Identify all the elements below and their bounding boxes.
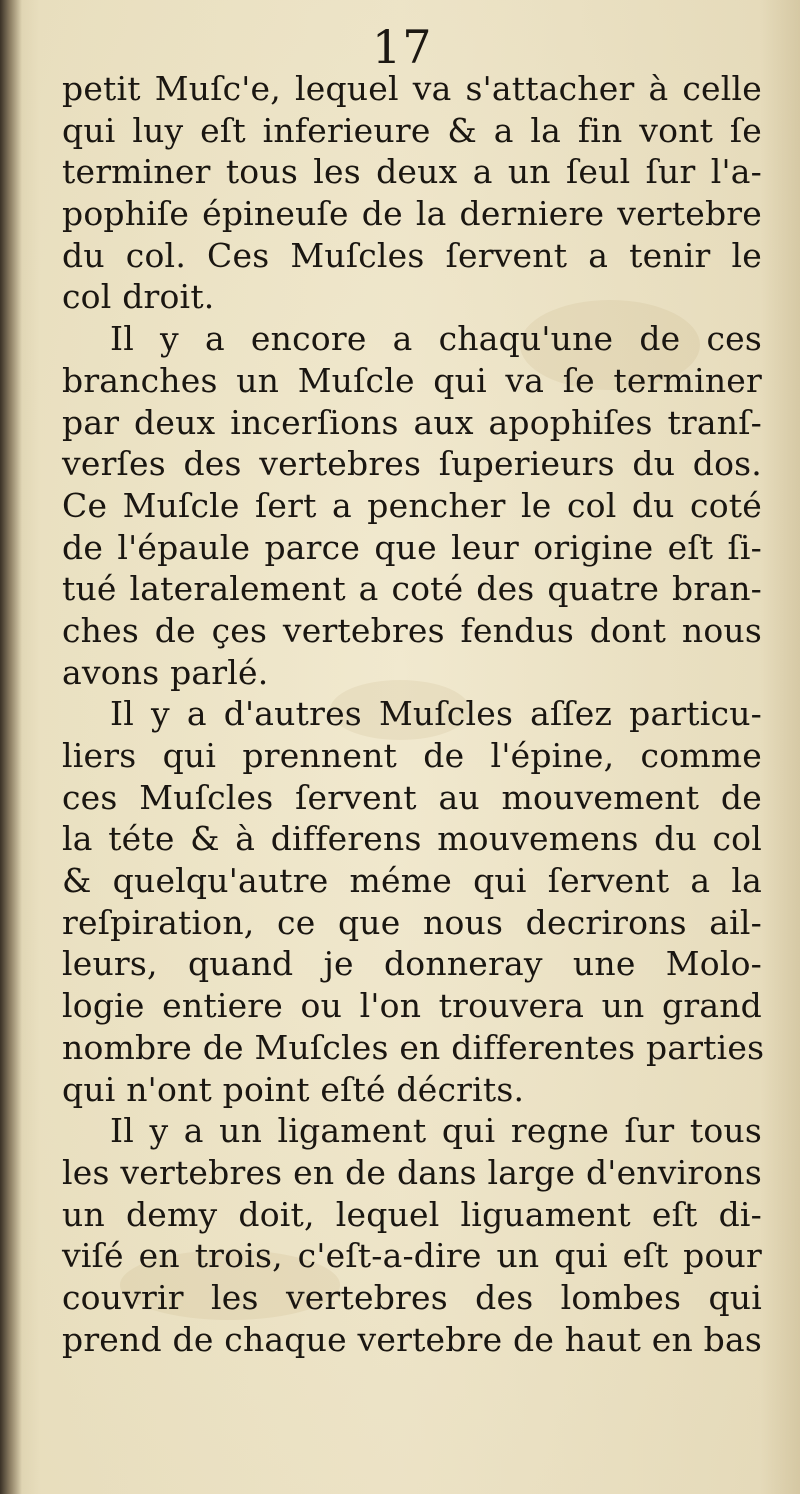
text-line: avons parlé. <box>62 652 269 692</box>
text-line: reſpiration, ce que nous decrirons ail- <box>62 902 762 942</box>
text-line: ces Muſcles ſervent au mouvement de <box>62 777 762 817</box>
text-line: qui n'ont point eſté décrits. <box>62 1069 525 1109</box>
text-line: tué lateralement a coté des quatre bran- <box>62 569 762 609</box>
text-line: nombre de Muſcles en differentes parties <box>62 1027 765 1067</box>
text-line: & quelqu'autre méme qui ſervent a la <box>62 861 762 901</box>
text-line: les vertebres en de dans large d'environs <box>62 1152 762 1192</box>
text-line: logie entiere ou l'on trouvera un grand <box>62 986 762 1026</box>
paragraph <box>62 68 762 318</box>
text-line: branches un Muſcle qui va ſe terminer <box>62 360 762 400</box>
page-number: 17 <box>372 20 433 74</box>
text-line: de l'épaule parce que leur origine eſt ſi- <box>62 527 762 567</box>
text-line: Il y a encore a chaqu'une de ces <box>110 319 762 359</box>
text-line: terminer tous les deux a un ſeul ſur l'a- <box>62 152 762 192</box>
text-line: Il y a un ligament qui regne ſur tous <box>110 1111 762 1151</box>
text-line: par deux incerſions aux apophiſes tranſ- <box>62 402 762 442</box>
text-line: liers qui prennent de l'épine, comme <box>62 736 762 775</box>
text-line: Ce Muſcle ſert a pencher le col du coté <box>62 485 762 525</box>
text-line: Il y a d'autres Muſcles aſſez particu- <box>110 694 762 734</box>
text-line: couvrir les vertebres des lombes qui <box>62 1277 762 1317</box>
text-line: petit Muſc'e, lequel va s'attacher à celle <box>62 69 762 108</box>
text-line: prend de chaque vertebre de haut en bas <box>62 1319 762 1359</box>
paragraph <box>62 318 762 693</box>
paragraph <box>62 693 765 1110</box>
text-line: qui luy eſt inferieure & a la fin vont ſe <box>62 110 762 150</box>
binding-gutter <box>0 0 22 1494</box>
text-line: la téte & à differens mouvemens du col <box>62 819 762 859</box>
text-line: leurs, quand je donneray une Molo- <box>62 944 762 984</box>
text-line: viſé en trois, c'eſt-a-dire un qui eſt pour <box>62 1236 762 1276</box>
text-line: pophiſe épineuſe de la derniere vertebre <box>62 194 762 234</box>
text-line: ches de çes vertebres fendus dont nous <box>62 610 762 650</box>
text-line: verſes des vertebres ſuperieurs du dos. <box>62 444 762 484</box>
body-text <box>62 68 765 1360</box>
text-line: du col. Ces Muſcles ſervent a tenir le <box>62 235 762 275</box>
text-line: col droit. <box>62 277 215 317</box>
text-line: un demy doit, lequel liguament eſt di- <box>62 1194 762 1234</box>
paragraph <box>62 1110 762 1360</box>
